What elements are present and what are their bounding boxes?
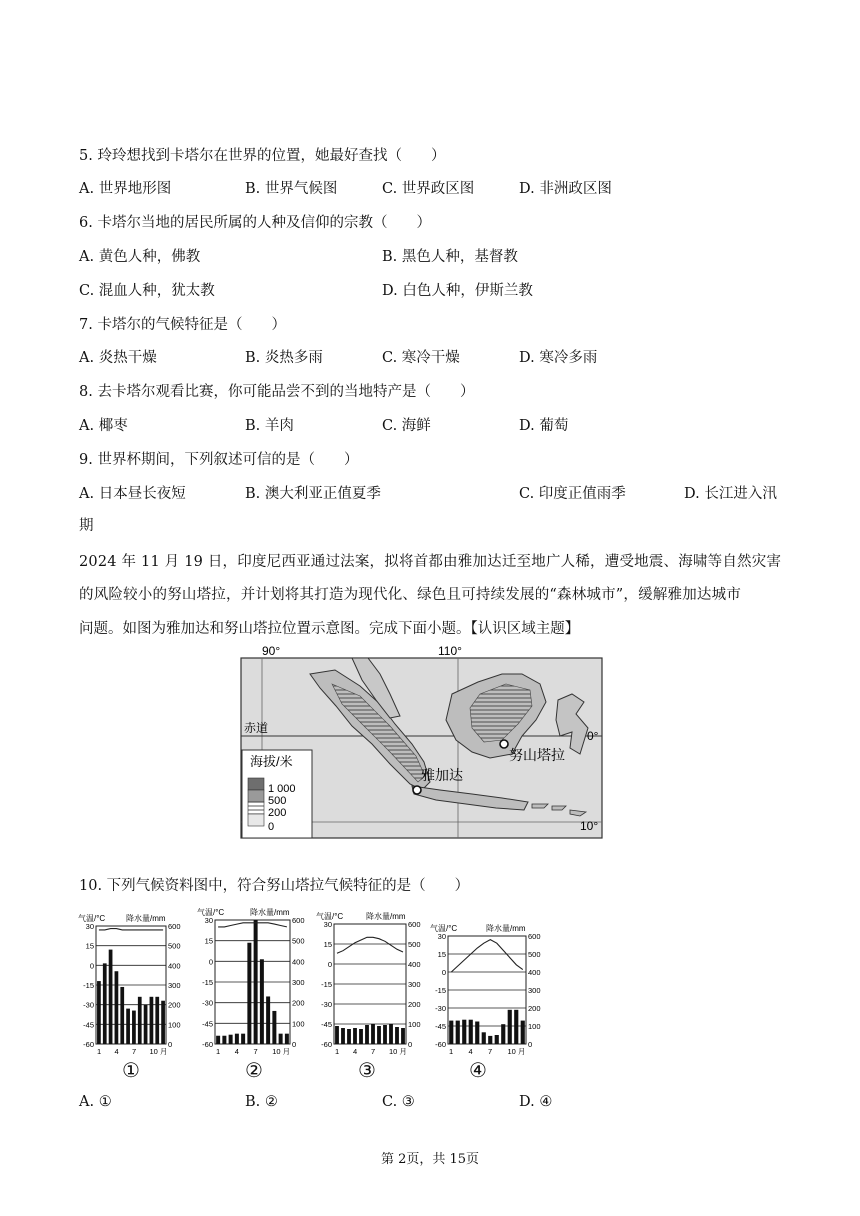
precip-bar xyxy=(222,1036,226,1044)
question-7-option-b: B. 炎热多雨 xyxy=(245,350,323,366)
passage-line-2: 的风险较小的努山塔拉，并计划将其打造为现代化、绿色且可持续发展的“森林城市”，缓解雅加达城市 xyxy=(79,587,742,603)
question-8-option-c: C. 海鲜 xyxy=(382,418,431,434)
precip-bar xyxy=(126,1009,130,1044)
temp-tick-label: -15 xyxy=(321,980,332,989)
temp-tick-label: -30 xyxy=(435,1004,446,1013)
temp-tick-label: 15 xyxy=(204,936,213,946)
temp-tick-label: -15 xyxy=(83,981,94,990)
temp-tick-label: 30 xyxy=(323,920,332,929)
month-tick-label: 10 月 xyxy=(272,1047,291,1056)
passage-line-1: 2024 年 11 月 19 日，印度尼西亚通过法案，拟将首都由雅加达迁至地广人稀，遭受地震、海啸等自然灾害 xyxy=(79,554,782,570)
precip-tick-label: 400 xyxy=(408,960,421,969)
precip-tick-label: 100 xyxy=(528,1022,541,1031)
jakarta-marker xyxy=(413,786,421,794)
temp-tick-label: 15 xyxy=(85,941,94,951)
precip-tick-label: 200 xyxy=(528,1004,541,1013)
question-10-option-a: A. ① xyxy=(79,1094,112,1110)
precip-bar xyxy=(132,1011,136,1044)
legend-swatch-500 xyxy=(248,790,264,802)
question-6-option-c: C. 混血人种，犹太教 xyxy=(79,283,215,299)
precip-tick-label: 0 xyxy=(292,1040,297,1049)
precip-tick-label: 500 xyxy=(408,940,421,949)
precip-bar xyxy=(456,1021,460,1044)
month-tick-label: 7 xyxy=(488,1047,493,1056)
question-5-option-d: D. 非洲政区图 xyxy=(519,181,612,197)
temp-axis-label: 气温/°C xyxy=(197,908,225,917)
precip-bar xyxy=(359,1029,363,1044)
precip-bar xyxy=(138,997,142,1044)
question-5-option-b: B. 世界气候图 xyxy=(245,181,338,197)
precip-tick-label: 200 xyxy=(168,1000,181,1010)
precip-axis-label: 降水量/mm xyxy=(250,908,290,917)
precip-bar xyxy=(241,1034,245,1044)
temp-tick-label: -30 xyxy=(321,1000,332,1009)
precip-axis-label: 降水量/mm xyxy=(366,912,406,921)
precip-bar xyxy=(109,950,113,1044)
precip-bar xyxy=(247,943,251,1044)
precip-tick-label: 300 xyxy=(528,986,541,995)
precip-tick-label: 400 xyxy=(292,957,305,967)
temp-tick-label: -45 xyxy=(321,1020,332,1029)
month-tick-label: 1 xyxy=(449,1047,454,1056)
question-10-option-b: B. ② xyxy=(245,1094,278,1110)
precip-bar xyxy=(150,997,154,1044)
question-5-option-c: C. 世界政区图 xyxy=(382,181,475,197)
precip-bar xyxy=(279,1034,283,1044)
precip-tick-label: 600 xyxy=(528,932,541,941)
precip-bar xyxy=(285,1034,289,1044)
question-9-option-c: C. 印度正值雨季 xyxy=(519,486,626,502)
nusantara-label: 努山塔拉 xyxy=(509,747,565,763)
precip-tick-label: 300 xyxy=(168,981,181,990)
legend-swatch-200 xyxy=(248,802,264,814)
temp-tick-label: 0 xyxy=(441,968,446,977)
temp-tick-label: -60 xyxy=(202,1040,213,1049)
precip-tick-label: 600 xyxy=(408,920,421,929)
precip-bar xyxy=(347,1029,351,1044)
temp-tick-label: -60 xyxy=(83,1040,94,1049)
temp-line xyxy=(337,937,403,953)
equator-label: 赤道 xyxy=(244,721,269,735)
precip-tick-label: 400 xyxy=(168,961,181,971)
legend-level-200: 200 xyxy=(268,807,287,819)
question-6-option-d: D. 白色人种，伊斯兰教 xyxy=(382,283,533,299)
question-7-stem: 7. 卡塔尔的气候特征是（ ） xyxy=(79,317,286,333)
question-6-option-b: B. 黑色人种，基督教 xyxy=(382,249,518,265)
chart-marker-1: ① xyxy=(122,1058,140,1082)
precip-tick-label: 200 xyxy=(408,1000,421,1009)
precip-bar xyxy=(120,987,124,1044)
temp-line xyxy=(218,923,287,927)
precip-tick-label: 200 xyxy=(292,998,305,1008)
precip-tick-label: 400 xyxy=(528,968,541,977)
legend-level-500: 500 xyxy=(268,795,287,807)
precip-tick-label: 100 xyxy=(408,1020,421,1029)
jakarta-label: 雅加达 xyxy=(421,767,463,783)
precip-bar xyxy=(383,1025,387,1044)
lat-label-0: 0° xyxy=(587,729,599,743)
precip-bar xyxy=(235,1034,239,1044)
precip-tick-label: 500 xyxy=(292,936,305,946)
question-9-option-d-wrap: 期 xyxy=(79,518,94,534)
precip-tick-label: 300 xyxy=(292,978,305,987)
precip-bar xyxy=(521,1021,525,1044)
precip-bar xyxy=(266,996,270,1044)
temp-tick-label: -45 xyxy=(83,1020,94,1030)
month-tick-label: 10 月 xyxy=(507,1047,526,1056)
question-8-option-b: B. 羊肉 xyxy=(245,418,294,434)
question-8-option-d: D. 葡萄 xyxy=(519,418,569,434)
precip-bar xyxy=(371,1024,375,1044)
precip-bar xyxy=(482,1032,486,1044)
month-tick-label: 10 月 xyxy=(389,1047,407,1056)
precip-bar xyxy=(260,959,264,1044)
precip-tick-label: 500 xyxy=(168,941,181,951)
question-10-option-c: C. ③ xyxy=(382,1094,415,1110)
precip-bar xyxy=(341,1028,345,1044)
temp-tick-label: -45 xyxy=(202,1019,213,1029)
precip-bar xyxy=(97,981,101,1044)
question-6-option-a: A. 黄色人种，佛教 xyxy=(79,249,201,265)
chart-marker-4: ④ xyxy=(469,1058,487,1082)
lat-label-10: 10° xyxy=(580,819,599,833)
temp-tick-label: 0 xyxy=(89,961,94,971)
month-tick-label: 4 xyxy=(234,1047,239,1056)
precip-bar xyxy=(501,1024,505,1044)
month-tick-label: 4 xyxy=(353,1047,358,1056)
precip-bar xyxy=(254,920,258,1044)
temp-tick-label: -15 xyxy=(202,978,213,987)
temp-tick-label: 30 xyxy=(204,916,213,925)
temp-tick-label: -60 xyxy=(435,1040,446,1049)
temp-tick-label: 15 xyxy=(437,950,446,959)
precip-bar xyxy=(161,1001,165,1044)
temp-tick-label: -15 xyxy=(435,986,446,995)
precip-tick-label: 0 xyxy=(168,1040,173,1049)
question-10-option-d: D. ④ xyxy=(519,1094,553,1110)
month-tick-label: 7 xyxy=(132,1047,137,1056)
precip-bar xyxy=(449,1021,453,1044)
precip-tick-label: 100 xyxy=(292,1019,305,1029)
precip-bar xyxy=(488,1036,492,1044)
precip-bar xyxy=(155,997,159,1044)
question-8-option-a: A. 椰枣 xyxy=(79,418,128,434)
precip-tick-label: 0 xyxy=(408,1040,413,1049)
precip-bar xyxy=(216,1036,220,1044)
question-9-stem: 9. 世界杯期间，下列叙述可信的是（ ） xyxy=(79,452,359,468)
elevation-legend xyxy=(242,750,312,838)
month-tick-label: 10 月 xyxy=(149,1047,168,1056)
climate-chart-4 xyxy=(430,922,548,1062)
precip-bar xyxy=(475,1022,479,1045)
question-7-option-c: C. 寒冷干燥 xyxy=(382,350,460,366)
precip-bar xyxy=(353,1028,357,1044)
chart-marker-2: ② xyxy=(245,1058,263,1082)
temp-tick-label: -45 xyxy=(435,1022,446,1031)
question-7-option-a: A. 炎热干燥 xyxy=(79,350,157,366)
climate-chart-2 xyxy=(197,906,312,1062)
temp-tick-label: 0 xyxy=(208,957,213,967)
question-10-stem: 10. 下列气候资料图中，符合努山塔拉气候特征的是（ ） xyxy=(79,878,470,894)
temp-tick-label: 0 xyxy=(327,960,332,969)
page-footer: 第 2页，共 15页 xyxy=(380,1152,480,1167)
month-tick-label: 1 xyxy=(335,1047,340,1056)
legend-swatch-1000 xyxy=(248,778,264,790)
temp-tick-label: 30 xyxy=(437,932,446,941)
precip-bar xyxy=(462,1020,466,1044)
temp-tick-label: 30 xyxy=(85,922,94,931)
precip-bar xyxy=(495,1035,499,1044)
month-tick-label: 7 xyxy=(253,1047,258,1056)
question-5-option-a: A. 世界地形图 xyxy=(79,181,172,197)
lon-label-90: 90° xyxy=(262,644,281,658)
lon-label-110: 110° xyxy=(438,644,462,658)
chart-marker-3: ③ xyxy=(358,1058,376,1082)
precip-bar xyxy=(401,1028,405,1044)
question-8-stem: 8. 去卡塔尔观看比赛，你可能品尝不到的当地特产是（ ） xyxy=(79,384,475,400)
question-9-option-d: D. 长江进入汛 xyxy=(684,486,777,502)
precip-bar xyxy=(514,1010,518,1044)
month-tick-label: 4 xyxy=(468,1047,473,1056)
precip-tick-label: 600 xyxy=(292,916,305,925)
climate-chart-1 xyxy=(78,912,188,1062)
precip-bar xyxy=(144,1005,148,1044)
precip-tick-label: 100 xyxy=(168,1020,181,1030)
temp-tick-label: -60 xyxy=(321,1040,332,1049)
precip-bar xyxy=(395,1027,399,1044)
precip-bar xyxy=(469,1020,473,1044)
indonesia-location-map xyxy=(240,644,606,840)
precip-bar xyxy=(389,1024,393,1044)
month-tick-label: 7 xyxy=(371,1047,376,1056)
question-6-stem: 6. 卡塔尔当地的居民所属的人种及信仰的宗教（ ） xyxy=(79,215,431,231)
question-9-option-b: B. 澳大利亚正值夏季 xyxy=(245,486,381,502)
legend-title: 海拔/米 xyxy=(250,754,293,769)
question-9-option-a: A. 日本昼长夜短 xyxy=(79,486,186,502)
precip-tick-label: 600 xyxy=(168,922,181,931)
precip-bar xyxy=(377,1026,381,1044)
precip-tick-label: 300 xyxy=(408,980,421,989)
climate-chart-3 xyxy=(316,910,428,1062)
month-tick-label: 1 xyxy=(216,1047,221,1056)
precip-bar xyxy=(115,971,119,1044)
precip-axis-label: 降水量/mm xyxy=(126,914,166,923)
precip-bar xyxy=(229,1035,233,1044)
precip-tick-label: 0 xyxy=(528,1040,533,1049)
precip-bar xyxy=(103,963,107,1044)
temp-line xyxy=(451,940,523,972)
month-tick-label: 1 xyxy=(97,1047,102,1056)
temp-tick-label: 15 xyxy=(323,940,332,949)
precip-bar xyxy=(365,1025,369,1044)
legend-level-1000: 1 000 xyxy=(268,783,296,795)
temp-axis-label: 气温/°C xyxy=(316,912,344,921)
legend-level-0: 0 xyxy=(268,821,275,833)
question-7-option-d: D. 寒冷多雨 xyxy=(519,350,598,366)
precip-bar xyxy=(335,1026,339,1044)
passage-line-3: 问题。如图为雅加达和努山塔拉位置示意图。完成下面小题。【认识区域主题】 xyxy=(79,621,580,637)
legend-swatch-0 xyxy=(248,814,264,826)
temp-tick-label: -30 xyxy=(83,1000,94,1010)
nusantara-marker xyxy=(500,740,508,748)
temp-tick-label: -30 xyxy=(202,998,213,1008)
precip-axis-label: 降水量/mm xyxy=(486,924,526,933)
temp-axis-label: 气温/°C xyxy=(78,914,106,923)
temp-line xyxy=(99,929,163,930)
month-tick-label: 4 xyxy=(114,1047,119,1056)
precip-tick-label: 500 xyxy=(528,950,541,959)
question-5-stem: 5. 玲玲想找到卡塔尔在世界的位置，她最好查找（ ） xyxy=(79,148,446,164)
precip-bar xyxy=(508,1010,512,1044)
precip-bar xyxy=(272,1011,276,1044)
temp-axis-label: 气温/°C xyxy=(430,924,458,933)
